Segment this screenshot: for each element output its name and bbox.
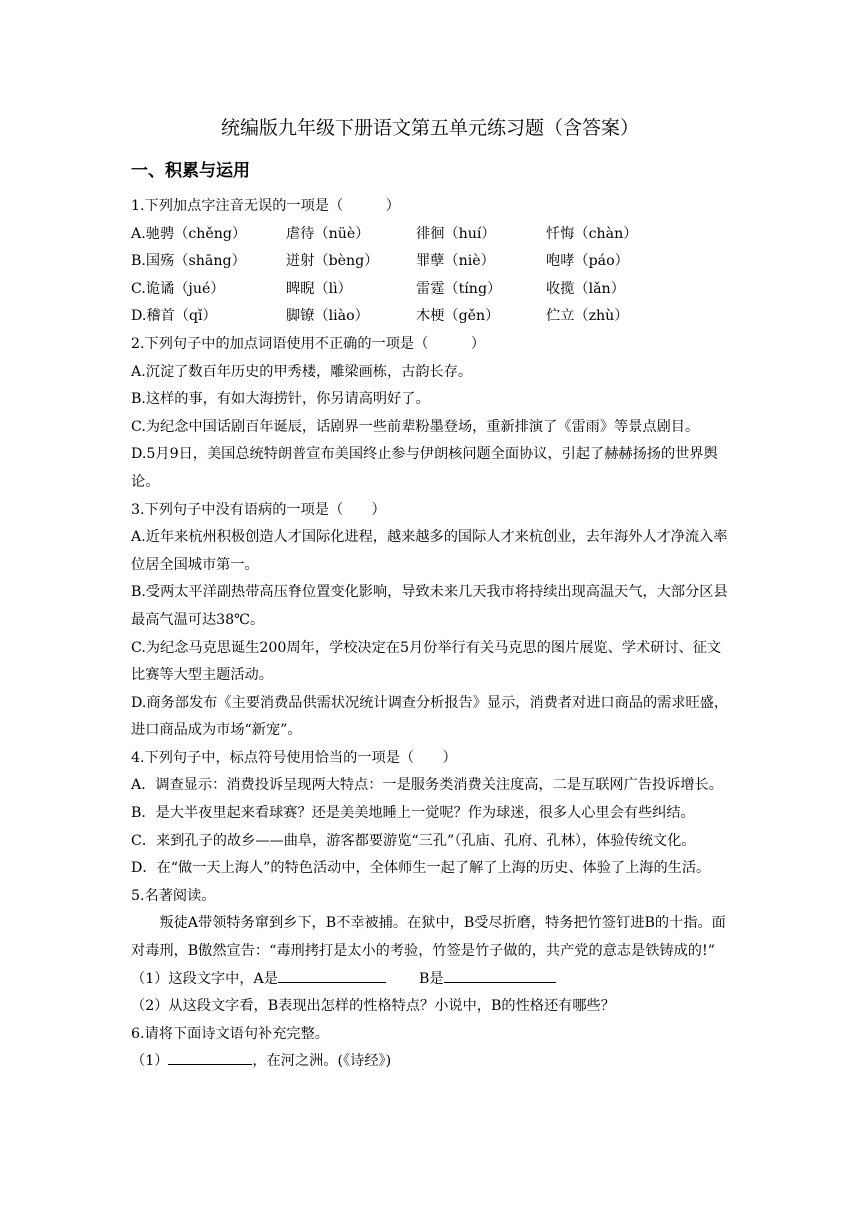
q1-option: 咆哮（páo） (546, 253, 629, 270)
q5-sub2: （2）从这段文字看，B表现出怎样的性格特点？小说中，B的性格还有哪些？ (131, 998, 615, 1015)
q5-passage: 叛徒A带领特务窜到乡下，B不幸被捕。在狱中，B受尽折磨，特务把竹签钉进B的十指。面对毒刑，B傲然宣告：“毒刑拷打是太小的考验，竹签是竹子做的，共产党的意志是铁铸成的!” (131, 915, 726, 960)
q4-option-d: D．在“做一天上海人”的特色活动中，全体师生一起了解了上海的历史、体验了上海的生活。 (131, 860, 711, 877)
q1-option: C.诡谲（jué） (131, 280, 225, 297)
q4-stem: 4.下列句子中，标点符号使用恰当的一项是（ ） (131, 749, 457, 766)
q5-sub1 (131, 966, 731, 994)
q4-option-b: B．是大半夜里起来看球赛？还是美美地睡上一觉呢？作为球迷，很多人心里会有些纠结。 (131, 805, 695, 822)
q1-option: 虐待（nüè） (286, 225, 370, 242)
q6-stem: 6.请将下面诗文语句补充完整。 (131, 1025, 329, 1042)
section-heading: 一、积累与运用 (131, 161, 250, 181)
q1-stem: 1.下列加点字注音无误的一项是（ ） (131, 198, 400, 214)
q4-option-a: A．调查显示：消费投诉呈现两大特点：一是服务类消费关注度高，二是互联网广告投诉增长。 (131, 777, 723, 794)
q1-option: 罪孽（niè） (416, 253, 495, 270)
q1-option: 收揽（lǎn） (546, 280, 625, 297)
q2-option-a: A.沉淀了数百年历史的甲秀楼，雕梁画栋，古韵长存。 (131, 363, 473, 380)
q5-stem: 5.名著阅读。 (131, 887, 216, 904)
answer-blank-a[interactable] (278, 966, 386, 983)
q6-sub1-prefix: （1） (131, 1053, 169, 1070)
q3-option-d: D.商务部发布《主要消费品供需状况统计调查分析报告》显示，消费者对进口商品的需求旺盛，进口商品成为市场“新宠”。 (131, 694, 729, 739)
q2-option-c: C.为纪念中国话剧百年诞辰，话剧界一些前辈粉墨登场，重新排演了《雷雨》等景点剧目。 (131, 418, 700, 435)
q2-option-d: D.5月9日，美国总统特朗普宣布美国终止参与伊朗核问题全面协议，引起了赫赫扬扬的世界舆论。 (131, 446, 718, 490)
q6-sub1-suffix: ，在河之洲。(《诗经》) (252, 1053, 392, 1070)
q4-option-c: C．来到孔子的故乡——曲阜，游客都要游览“三孔”（孔庙、孔府、孔林），体验传统文化。 (131, 832, 696, 849)
q1-option: 忏悔（chàn） (546, 225, 638, 242)
q6-sub1 (131, 1048, 731, 1076)
q3-stem: 3.下列句子中没有语病的一项是（ ） (131, 501, 386, 518)
q3-option-a: A.近年来杭州积极创造人才国际化进程，越来越多的国际人才来杭创业，去年海外人才净流入率位居全国城市第一。 (131, 529, 728, 573)
q1-option: 伫立（zhù） (546, 308, 629, 325)
q1-option: 木梗（gěn） (416, 308, 500, 325)
q2-stem: 2.下列句子中的加点词语使用不正确的一项是（ ） (131, 335, 486, 352)
document-title: 统编版九年级下册语文第五单元练习题（含答案） (220, 117, 639, 139)
q3-option-b: B.受两太平洋副热带高压脊位置变化影响，导致未来几天我市将持续出现高温天气，大部分区县最高气温可达38℃。 (131, 584, 728, 628)
q5-sub1-label-b: B是 (419, 970, 444, 987)
q1-option: 脚镣（liào） (286, 308, 369, 325)
q1-option: B.国殇（shāng） (131, 253, 246, 270)
question-list (131, 193, 731, 1076)
answer-blank-poem[interactable] (168, 1048, 252, 1065)
q1-option: 徘徊（huí） (416, 225, 496, 242)
q1-option: 睥睨（lì） (286, 280, 352, 297)
q3-option-c: C.为纪念马克思诞生200周年，学校决定在5月份举行有关马克思的图片展览、学术研讨、征文比赛等大型主题活动。 (131, 639, 722, 684)
answer-blank-b[interactable] (444, 966, 556, 983)
q1-option: 雷霆（tíng） (416, 280, 502, 297)
q1-row-b (131, 248, 731, 276)
q1-option: 迸射（bèng） (286, 253, 379, 270)
q1-row-c (131, 276, 731, 304)
q5-sub1-label-a: （1）这段文字中，A是 (131, 970, 278, 987)
q1-option: D.稽首（qǐ） (131, 308, 217, 325)
q2-option-b: B.这样的事，有如大海捞针，你另请高明好了。 (131, 391, 430, 408)
q1-row-a (131, 221, 731, 249)
q1-option: A.驰骋（chěng） (131, 225, 247, 242)
q1-row-d (131, 303, 731, 331)
